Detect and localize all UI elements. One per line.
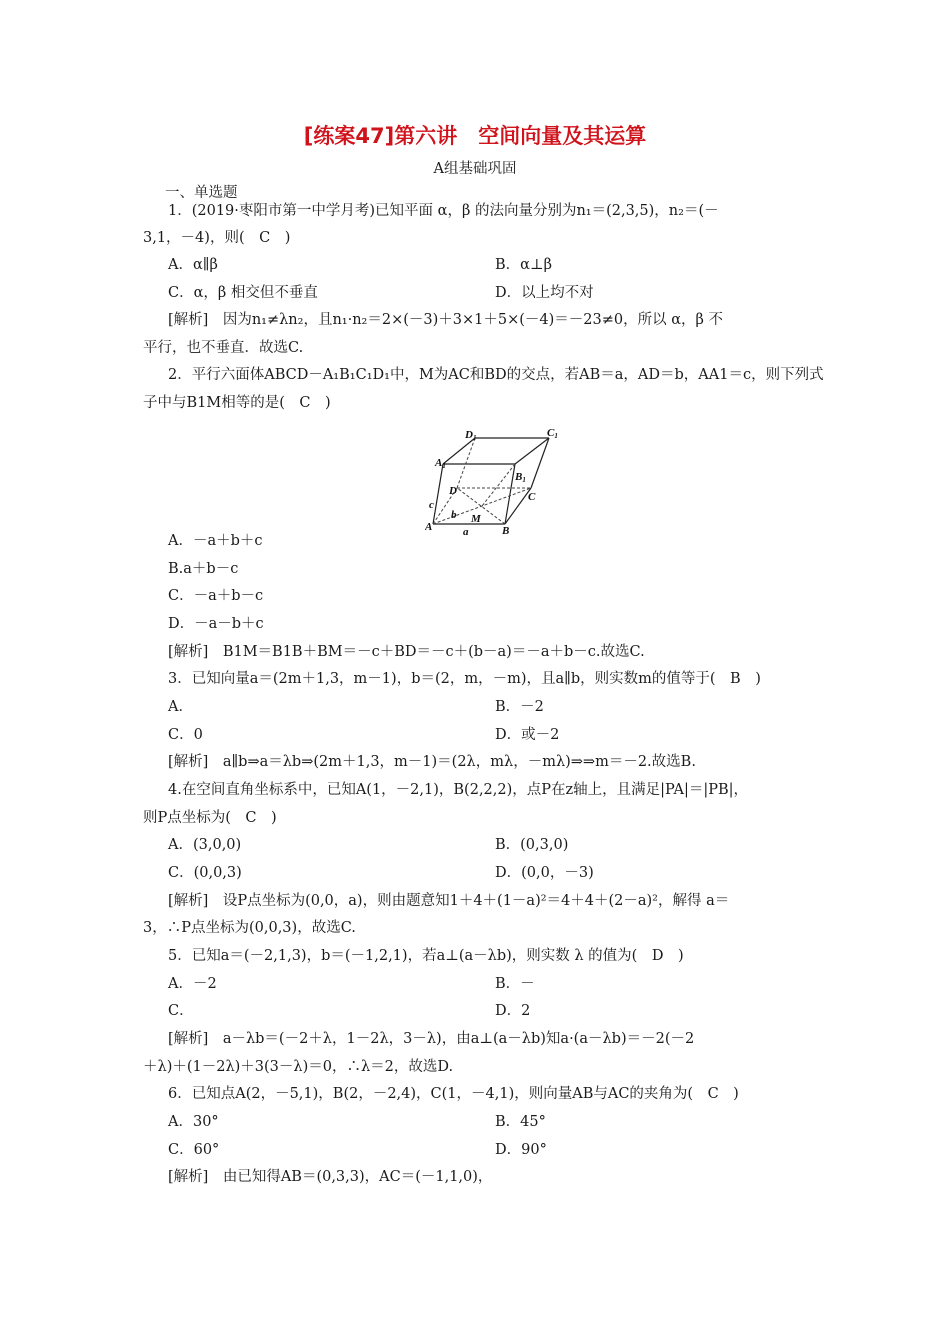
label-A1: A bbox=[435, 457, 443, 469]
text-line: C．60° bbox=[168, 1142, 220, 1158]
text-line: A．(3,0,0) bbox=[168, 837, 242, 853]
diag-BD bbox=[457, 488, 505, 524]
text-line: B．α⊥β bbox=[495, 257, 552, 273]
page-title: [练案47]第六讲 空间向量及其运算 bbox=[303, 124, 647, 148]
section-heading: 一、单选题 bbox=[165, 185, 238, 201]
label-M: M bbox=[471, 513, 481, 525]
label-A1-sub: 1 bbox=[442, 462, 446, 470]
text-line: B.a＋b－c bbox=[168, 561, 239, 577]
label-b: b bbox=[451, 509, 457, 521]
text-line: D．－a－b＋c bbox=[168, 616, 264, 632]
text-line: 平行，也不垂直．故选C. bbox=[143, 340, 304, 356]
text-line: C． bbox=[168, 1003, 194, 1019]
label-D1-sub: 1 bbox=[472, 434, 477, 442]
label-C: C bbox=[528, 491, 536, 503]
text-line: C．α，β 相交但不垂直 bbox=[168, 285, 318, 301]
text-line: [解析] a∥b⇒a＝λb⇒(2m＋1,3，m－1)＝(2λ，mλ，－mλ)⇒⇒m＝－2.故选B. bbox=[168, 754, 696, 770]
label-D: D bbox=[449, 485, 457, 497]
text-line: B．45° bbox=[495, 1114, 546, 1130]
svg-text:A1 bbox=[434, 457, 446, 470]
diag-AC bbox=[433, 488, 531, 524]
text-line: A．30° bbox=[168, 1114, 219, 1130]
text-line: 子中与B1M相等的是( C ) bbox=[143, 395, 331, 411]
text-line: 1．(2019·枣阳市第一中学月考)已知平面 α，β 的法向量分别为n₁＝(2,3,5)，n₂＝(－ bbox=[168, 203, 719, 219]
text-line: 3．已知向量a＝(2m＋1,3，m－1)，b＝(2，m，－m)，且a∥b，则实数m的值等于( B ) bbox=[168, 671, 761, 687]
text-line: A．α∥β bbox=[168, 257, 218, 273]
text-line: D．或－2 bbox=[495, 727, 560, 743]
label-C1-sub: 1 bbox=[554, 432, 558, 440]
text-line: [解析] a－λb＝(－2＋λ，1－2λ，3－λ)，由a⊥(a－λb)知a·(a－λb)＝－2(－2 bbox=[168, 1031, 695, 1047]
text-line: 2．平行六面体ABCD－A₁B₁C₁D₁中，M为AC和BD的交点，若AB＝a，AD＝b，AA1＝c，则下列式 bbox=[168, 367, 824, 383]
text-line: 4.在空间直角坐标系中，已知A(1，－2,1)，B(2,2,2)，点P在z轴上，且满足|PA|＝|PB|， bbox=[168, 782, 749, 798]
label-a: a bbox=[463, 526, 469, 538]
text-line: 5．已知a＝(－2,1,3)，b＝(－1,2,1)，若a⊥(a－λb)，则实数 λ 的值为( D ) bbox=[168, 948, 684, 964]
text-line: 6．已知点A(2，－5,1)，B(2，－2,4)，C(1，－4,1)，则向量AB与AC的夹角为( C ) bbox=[168, 1086, 739, 1102]
label-B1: B bbox=[515, 471, 523, 483]
text-line: D．以上均不对 bbox=[495, 285, 594, 301]
svg-text:C1 bbox=[547, 428, 558, 440]
text-line: A．－2 bbox=[168, 976, 217, 992]
text-line: D．2 bbox=[495, 1003, 531, 1019]
edge-A1D1 bbox=[443, 438, 475, 464]
group-subtitle: A组基础巩固 bbox=[433, 161, 517, 177]
text-line: 则P点坐标为( C ) bbox=[143, 810, 277, 826]
seg-B1M bbox=[482, 464, 515, 506]
text-line: B．－ bbox=[495, 976, 535, 992]
svg-text:B1 bbox=[514, 471, 526, 484]
text-line: [解析] B1M＝B1B＋BM＝－c＋BD＝－c＋(b－a)＝－a＋b－c.故选C. bbox=[168, 644, 645, 660]
text-line: B．－2 bbox=[495, 699, 544, 715]
text-line: 3,1，－4)，则( C ) bbox=[143, 230, 291, 246]
label-D1: D bbox=[465, 429, 473, 441]
label-B1-sub: 1 bbox=[522, 476, 526, 484]
parallelepiped-figure bbox=[425, 428, 565, 538]
text-line: A．－a＋b＋c bbox=[168, 533, 263, 549]
label-B: B bbox=[502, 525, 510, 537]
text-line: [解析] 因为n₁≠λn₂，且n₁·n₂＝2×(－3)＋3×1＋5×(－4)＝－23≠0，所以 α，β 不 bbox=[168, 312, 724, 328]
label-A: A bbox=[425, 521, 433, 533]
text-line: C．－a＋b－c bbox=[168, 588, 264, 604]
text-line: [解析] 设P点坐标为(0,0，a)，则由题意知1＋4＋(1－a)²＝4＋4＋(2－a)²，解得 a＝ bbox=[168, 893, 730, 909]
text-line: C．0 bbox=[168, 727, 203, 743]
text-line: D．(0,0，－3) bbox=[495, 865, 594, 881]
text-line: D．90° bbox=[495, 1142, 547, 1158]
svg-text:D1 bbox=[464, 429, 476, 442]
text-line: [解析] 由已知得AB＝(0,3,3)，AC＝(－1,1,0)， bbox=[168, 1169, 493, 1185]
text-line: 3，∴P点坐标为(0,0,3)，故选C. bbox=[143, 920, 356, 936]
label-C1: C bbox=[547, 428, 555, 439]
text-line: C．(0,0,3) bbox=[168, 865, 242, 881]
text-line: ＋λ)＋(1－2λ)＋3(3－λ)＝0，∴λ＝2，故选D. bbox=[143, 1059, 454, 1075]
label-c: c bbox=[429, 499, 434, 511]
edge-AA1 bbox=[433, 464, 443, 524]
text-line: A． bbox=[168, 699, 193, 715]
text-line: B．(0,3,0) bbox=[495, 837, 569, 853]
